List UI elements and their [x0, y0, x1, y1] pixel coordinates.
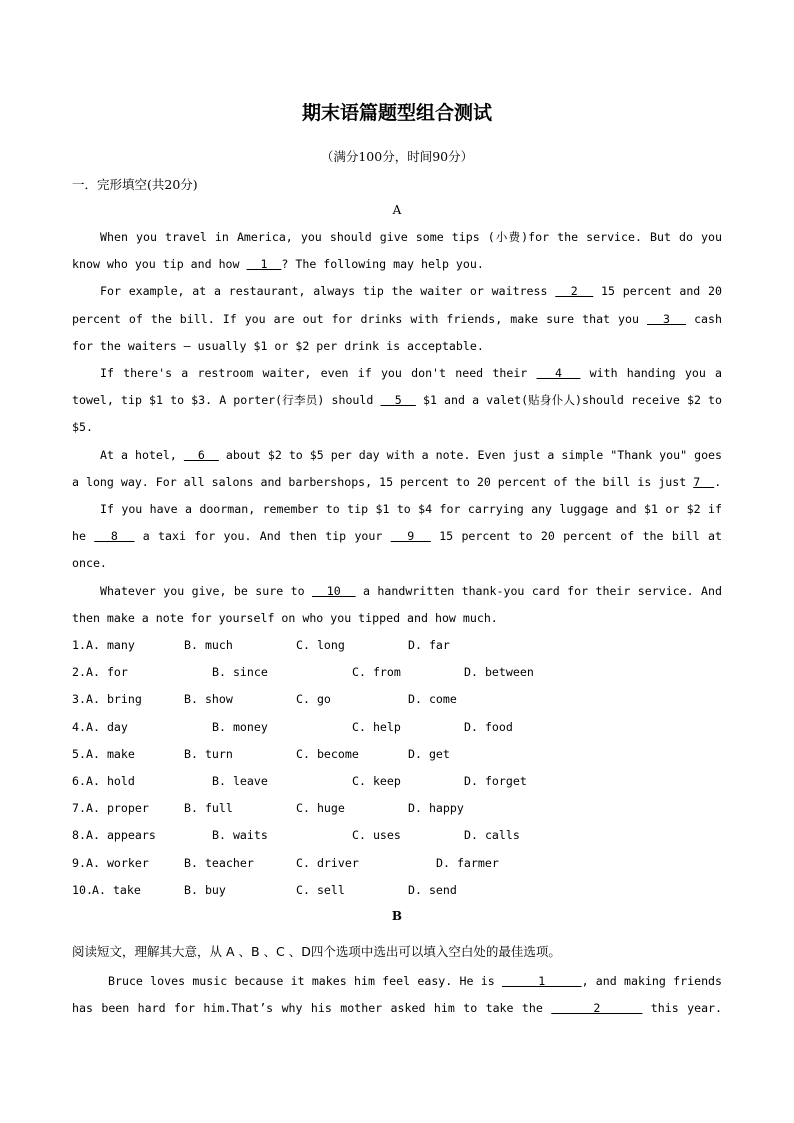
- text-run: a taxi for you. And then tip your: [134, 529, 391, 544]
- option-row-8: [72, 822, 722, 849]
- text-run: .: [714, 474, 722, 489]
- blank-b1: 1: [501, 974, 582, 988]
- text-run: At a hotel,: [100, 447, 184, 462]
- option-d: D. come: [408, 692, 457, 707]
- blank-5: 5: [380, 393, 416, 408]
- option-row-5: [72, 741, 722, 768]
- option-c: C. keep: [352, 773, 401, 788]
- option-d: D. between: [464, 665, 534, 680]
- page-subtitle: （满分100分，时间90分）: [320, 149, 474, 164]
- text-run: ? The following may help you.: [281, 257, 484, 272]
- option-b: B. leave: [212, 773, 268, 788]
- option-c: C. become: [296, 746, 359, 761]
- option-a: A. worker: [86, 855, 149, 870]
- blank-2: 2: [555, 284, 594, 299]
- option-a: A. for: [86, 665, 128, 680]
- text-run: cash for the waiters — usually $1 or $2 per drink is acceptable.: [72, 311, 722, 353]
- paragraph: [72, 360, 722, 442]
- paragraph: [72, 224, 722, 278]
- option-row-9: [72, 850, 722, 877]
- blank-10: 10: [311, 583, 356, 598]
- blank-9: 9: [390, 529, 431, 544]
- blank-1: 1: [246, 257, 282, 272]
- option-a: A. appears: [86, 828, 156, 843]
- options-list: [72, 632, 722, 904]
- option-b: B. turn: [184, 746, 233, 761]
- option-row-6: [72, 768, 722, 795]
- text-run: , and making friends has been hard for him.That’s why his mother asked him to take the: [72, 974, 723, 1015]
- text-run: a handwritten thank-you card for their service. And then make a note for yourself on who you tipped and how much.: [72, 583, 722, 625]
- passage-a: [72, 224, 722, 632]
- option-row-1: [72, 632, 722, 659]
- option-d: D. food: [464, 719, 513, 734]
- blank-6: 6: [183, 447, 219, 462]
- option-c: C. from: [352, 665, 401, 680]
- text-run: When you travel in America, you should give some tips (小费)for the service. But do you know who you tip and how: [72, 230, 722, 272]
- question-number: 5.: [72, 746, 86, 761]
- text-run: $1 and a valet(贴身仆人)should receive $2 to $5.: [72, 393, 723, 435]
- question-number: 2.: [72, 665, 86, 680]
- question-number: 1.: [72, 638, 86, 652]
- option-b: B. teacher: [184, 855, 254, 870]
- text-run: with handing you a towel, tip $1 to $3. A porter(行李员) should: [72, 366, 723, 408]
- option-a: A. hold: [86, 773, 135, 788]
- passage-b: [72, 968, 722, 1022]
- text-run: If you have a doorman, remember to tip $1 to $4 for carrying any luggage and $1 or $2 if he: [72, 502, 722, 544]
- text-run: 15 percent to 20 percent of the bill at once.: [72, 529, 722, 571]
- section-heading: 一．完形填空(共20分): [72, 177, 198, 192]
- option-d: D. send: [408, 882, 457, 897]
- option-row-7: [72, 795, 722, 822]
- option-a: A. bring: [86, 692, 142, 707]
- blank-4: 4: [536, 366, 581, 381]
- question-number: 7.: [72, 801, 86, 816]
- blank-8: 8: [94, 529, 135, 544]
- option-c: C. go: [296, 692, 331, 707]
- option-c: C. uses: [352, 828, 401, 843]
- question-number: 9.: [72, 855, 86, 870]
- option-b: B. since: [212, 665, 268, 680]
- part-b-instruction: 阅读短文，理解其大意，从 A 、B 、C 、D四个选项中选出可以填入空白处的最佳选项。: [72, 944, 561, 959]
- question-number: 3.: [72, 692, 86, 707]
- text-run: If there's a restroom waiter, even if you don't need their: [100, 366, 537, 381]
- option-row-10: [72, 877, 722, 904]
- paragraph: [72, 578, 722, 632]
- paragraph: [72, 442, 722, 496]
- option-b: B. waits: [212, 828, 268, 843]
- option-a: A. day: [86, 719, 128, 734]
- question-number: 4.: [72, 719, 86, 734]
- question-number: 10.: [72, 882, 93, 897]
- option-row-2: [72, 659, 722, 686]
- question-number: 8.: [72, 828, 86, 843]
- option-d: D. get: [408, 746, 450, 761]
- blank-b2: 2: [551, 1001, 643, 1015]
- paragraph: [72, 278, 722, 360]
- paragraph: [72, 496, 722, 578]
- option-a: A. take: [92, 882, 141, 897]
- text-run: For example, at a restaurant, always tip the waiter or waitress: [100, 284, 556, 299]
- option-c: C. long: [296, 638, 345, 652]
- text-run: about $2 to $5 per day with a note. Even just a simple "Thank you" goes a long way. For all salons and barbershops, 15 percent to 20 percent of the bill is just: [72, 447, 723, 489]
- option-a: A. many: [86, 638, 135, 652]
- option-d: D. calls: [464, 828, 520, 843]
- option-a: A. make: [86, 746, 135, 761]
- option-d: D. forget: [464, 773, 527, 788]
- option-b: B. full: [184, 801, 233, 816]
- option-c: C. driver: [296, 855, 359, 870]
- option-b: B. much: [184, 638, 233, 652]
- option-a: A. proper: [86, 801, 149, 816]
- option-b: B. show: [184, 692, 233, 707]
- option-row-3: [72, 686, 722, 713]
- text-run: this year.: [642, 1001, 723, 1015]
- text-run: Bruce loves music because it makes him feel easy. He is: [108, 974, 502, 988]
- text-run: Whatever you give, be sure to: [100, 583, 312, 598]
- text-run: 15 percent and 20 percent of the bill. If you are out for drinks with friends, make sure that you: [72, 284, 722, 326]
- option-b: B. buy: [184, 882, 226, 897]
- paragraph: [72, 968, 722, 1022]
- blank-7: 7: [693, 474, 715, 489]
- option-d: D. farmer: [436, 855, 499, 870]
- question-number: 6.: [72, 773, 86, 788]
- option-c: C. help: [352, 719, 401, 734]
- part-a-label: A: [392, 203, 402, 217]
- option-c: C. huge: [296, 801, 345, 816]
- part-b-label: B: [391, 909, 403, 923]
- option-c: C. sell: [296, 882, 345, 897]
- option-row-4: [72, 714, 722, 741]
- page-title: 期末语篇题型组合测试: [301, 102, 492, 124]
- option-d: D. happy: [408, 801, 464, 816]
- option-d: D. far: [408, 638, 450, 652]
- blank-3: 3: [647, 311, 687, 326]
- option-b: B. money: [212, 719, 268, 734]
